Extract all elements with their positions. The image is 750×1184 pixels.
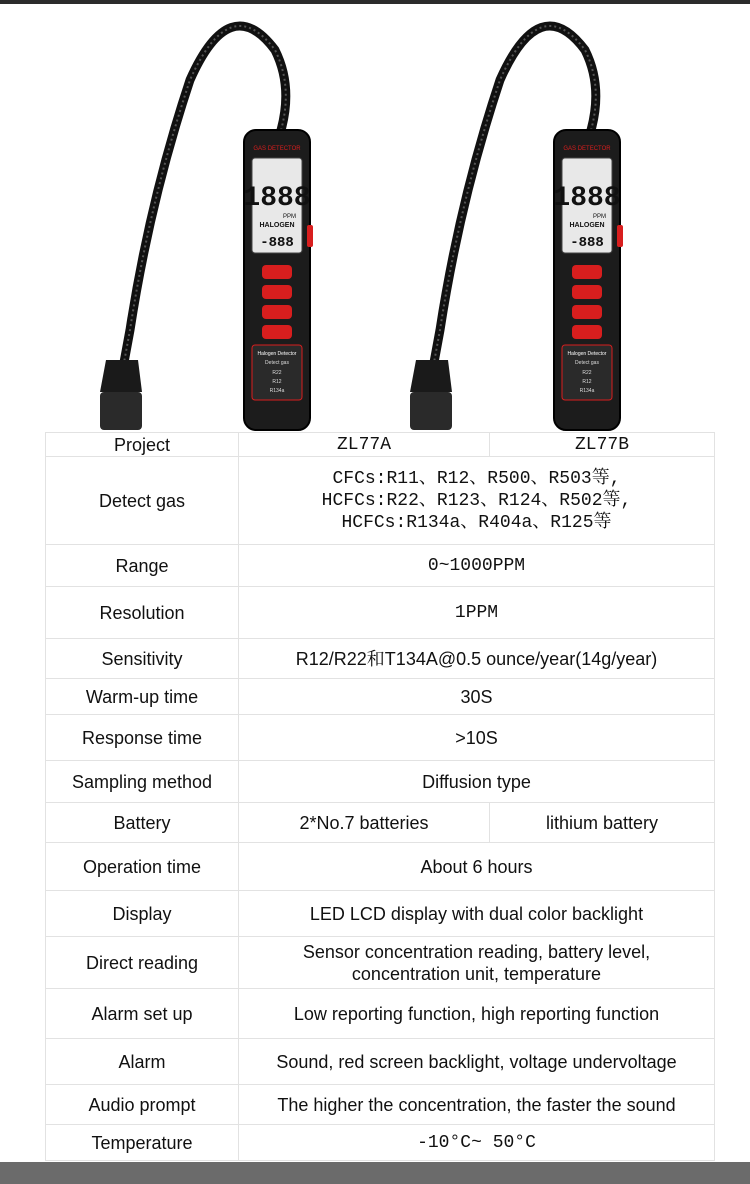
svg-text:1888: 1888 bbox=[553, 183, 621, 214]
svg-text:PPM: PPM bbox=[282, 214, 296, 220]
row-label: Resolution bbox=[46, 587, 239, 639]
svg-text:GAS DETECTOR: GAS DETECTOR bbox=[563, 146, 611, 152]
svg-text:HALOGEN: HALOGEN bbox=[569, 222, 605, 229]
table-row bbox=[46, 761, 715, 803]
spec-table bbox=[45, 432, 715, 1161]
svg-text:R134a: R134a bbox=[579, 388, 595, 394]
row-label: Project bbox=[46, 433, 239, 457]
row-label: Range bbox=[46, 545, 239, 587]
svg-text:PPM: PPM bbox=[592, 214, 606, 220]
model-b: ZL77B bbox=[490, 433, 715, 457]
table-row bbox=[46, 989, 715, 1039]
row-value: 30S bbox=[239, 679, 715, 715]
row-value: -10°C~ 50°C bbox=[239, 1125, 715, 1161]
up-button[interactable] bbox=[572, 285, 602, 299]
table-row bbox=[46, 843, 715, 891]
sel-button[interactable] bbox=[572, 265, 602, 279]
svg-text:R22: R22 bbox=[272, 370, 282, 376]
svg-text:-888: -888 bbox=[570, 235, 604, 251]
row-value: Diffusion type bbox=[239, 761, 715, 803]
product-image-zl77a bbox=[90, 0, 330, 432]
sel-button[interactable] bbox=[262, 265, 292, 279]
row-value: LED LCD display with dual color backlight bbox=[239, 891, 715, 937]
svg-text:R134a: R134a bbox=[269, 388, 285, 394]
table-row bbox=[46, 891, 715, 937]
table-row bbox=[46, 1039, 715, 1085]
down-button[interactable] bbox=[262, 305, 292, 319]
svg-text:Detect gas: Detect gas bbox=[265, 360, 289, 366]
row-label: Detect gas bbox=[46, 457, 239, 545]
svg-text:R12: R12 bbox=[272, 379, 282, 385]
product-image-zl77b bbox=[400, 0, 640, 432]
table-row bbox=[46, 587, 715, 639]
battery-b: lithium battery bbox=[490, 803, 715, 843]
table-row bbox=[46, 679, 715, 715]
table-row bbox=[46, 457, 715, 545]
row-label: Response time bbox=[46, 715, 239, 761]
svg-text:HALOGEN: HALOGEN bbox=[259, 222, 295, 229]
table-row bbox=[46, 1125, 715, 1161]
row-value: Sound, red screen backlight, voltage undervoltage bbox=[239, 1039, 715, 1085]
row-value: R12/R22和T134A@0.5 ounce/year(14g/year) bbox=[239, 639, 715, 679]
power-button[interactable] bbox=[262, 325, 292, 339]
row-label: Alarm bbox=[46, 1039, 239, 1085]
row-label: Temperature bbox=[46, 1125, 239, 1161]
svg-text:R22: R22 bbox=[582, 370, 592, 376]
battery-a: 2*No.7 batteries bbox=[239, 803, 490, 843]
row-value: Sensor concentration reading, battery level, concentration unit, temperature bbox=[239, 937, 715, 989]
table-row bbox=[46, 545, 715, 587]
svg-text:R12: R12 bbox=[582, 379, 592, 385]
table-row bbox=[46, 937, 715, 989]
model-a: ZL77A bbox=[239, 433, 490, 457]
down-button[interactable] bbox=[572, 305, 602, 319]
power-button[interactable] bbox=[572, 325, 602, 339]
row-label: Direct reading bbox=[46, 937, 239, 989]
row-label: Operation time bbox=[46, 843, 239, 891]
svg-text:Detect gas: Detect gas bbox=[575, 360, 599, 366]
table-row bbox=[46, 1085, 715, 1125]
row-label: Warm-up time bbox=[46, 679, 239, 715]
row-value: 1PPM bbox=[239, 587, 715, 639]
row-label: Audio prompt bbox=[46, 1085, 239, 1125]
table-row bbox=[46, 803, 715, 843]
row-value: >10S bbox=[239, 715, 715, 761]
table-row bbox=[46, 715, 715, 761]
row-value: About 6 hours bbox=[239, 843, 715, 891]
row-value: CFCs:R11、R12、R500、R503等, HCFCs:R22、R123、R124、R502等, HCFCs:R134a、R404a、R125等 bbox=[239, 457, 715, 545]
row-label: Sensitivity bbox=[46, 639, 239, 679]
svg-text:Halogen Detector: Halogen Detector bbox=[257, 351, 297, 357]
up-button[interactable] bbox=[262, 285, 292, 299]
svg-text:Halogen Detector: Halogen Detector bbox=[567, 351, 607, 357]
row-value: 0~1000PPM bbox=[239, 545, 715, 587]
row-label: Battery bbox=[46, 803, 239, 843]
lcd-main-reading: 1888 bbox=[243, 183, 311, 214]
row-value: The higher the concentration, the faster the sound bbox=[239, 1085, 715, 1125]
row-label: Alarm set up bbox=[46, 989, 239, 1039]
row-label: Display bbox=[46, 891, 239, 937]
row-value: Low reporting function, high reporting function bbox=[239, 989, 715, 1039]
bottom-bar bbox=[0, 1162, 750, 1184]
table-row bbox=[46, 433, 715, 457]
table-row bbox=[46, 639, 715, 679]
row-label: Sampling method bbox=[46, 761, 239, 803]
svg-text:-888: -888 bbox=[260, 235, 294, 251]
svg-text:GAS DETECTOR: GAS DETECTOR bbox=[253, 146, 301, 152]
